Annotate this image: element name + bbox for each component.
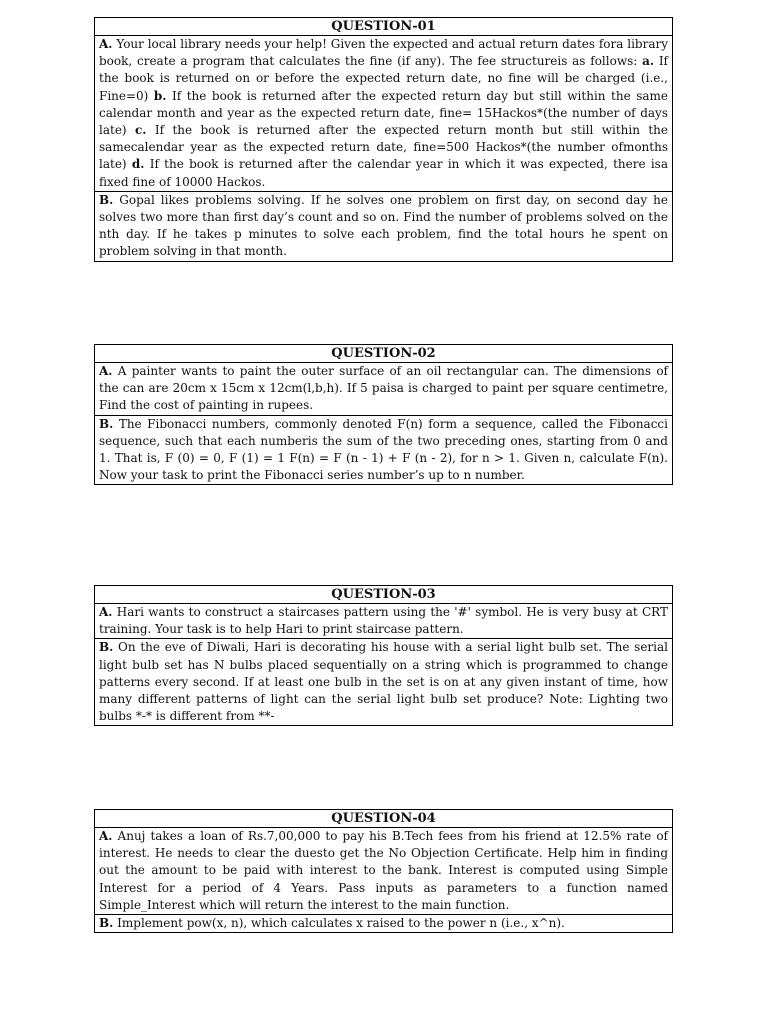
question-02-box (94, 344, 673, 485)
question-01-box (94, 17, 673, 262)
part-label: A. (99, 364, 113, 378)
question-03-part-b (95, 638, 672, 725)
question-04-part-a (95, 828, 672, 914)
question-text: If the book is returned after the expected return month but still within the samecalendar year as the expected return date, fine=500 Hackos*(the number ofmonths late) (99, 123, 669, 172)
question-03-title: QUESTION-03 (95, 586, 672, 604)
question-02-title: QUESTION-02 (95, 345, 672, 363)
question-text: Your local library needs your help! Given the expected and actual return dates fora library book, create a program that calculates the fine (if any). The fee structureis as follows: (99, 37, 668, 69)
question-01-part-a (95, 36, 672, 191)
part-label: A. (99, 37, 113, 51)
part-label: B. (99, 192, 114, 207)
part-label: B. (99, 916, 114, 931)
question-text: If the book is returned on or before the expected return date, no fine will be charged (i.e., Fine=0) (99, 54, 668, 103)
question-01-part-b (95, 191, 672, 261)
question-text: Gopal likes problems solving. If he solves one problem on first day, on second day he solves two more than first day’s count and so on. Find the number of problems solved on the nth day. If he takes p minutes to solve each problem, find the total hours he spent on problem solving in that month. (99, 192, 668, 259)
question-02-part-a (95, 363, 672, 415)
sub-item-label: b. (153, 88, 167, 103)
question-text: Hari wants to construct a staircases pattern using the '#' symbol. He is very busy at CRT training. Your task is to help Hari to print staircase pattern. (99, 605, 668, 637)
question-01-title: QUESTION-01 (95, 18, 672, 36)
question-04-box (94, 809, 673, 933)
question-text: If the book is returned after the expected return day but still within the same calendar month and year as the expected return date, fine= 15Hackos*(the number of days late) (99, 88, 669, 138)
part-label: A. (99, 829, 113, 843)
question-text: A painter wants to paint the outer surface of an oil rectangular can. The dimensions of the can are 20cm x 15cm x 12cm(l,b,h). If 5 paisa is charged to paint per square centimetre, Find the cost of painting in rupees. (99, 364, 668, 413)
question-text: If the book is returned after the calendar year in which it was expected, there isa fixed fine of 10000 Hackos. (99, 157, 668, 189)
question-text: The Fibonacci numbers, commonly denoted F(n) form a sequence, called the Fibonacci sequence, such that each numberis the sum of the two preceding ones, starting from 0 and 1. That is, F (0) = 0, F (1) = 1 F(n) = F (n - 1) + F (n - 2), for n > 1. Given n, calculate F(n). Now your task to print the Fibonacci series number’s up to n number. (99, 416, 668, 483)
sub-item-label: c. (135, 123, 147, 138)
question-02-part-b (95, 415, 672, 485)
sub-item-label: d. (131, 157, 145, 172)
part-label: B. (99, 640, 114, 655)
question-text: Anuj takes a loan of Rs.7,00,000 to pay his B.Tech fees from his friend at 12.5% rate of interest. He needs to clear the duesto get the No Objection Certificate. Help him in finding out the amount to be paid with interest to the bank. Interest is computed using Simple Interest for a period of 4 Years. Pass inputs as parameters to a function named Simple_Interest which will return the interest to the main function. (99, 829, 668, 912)
question-04-title: QUESTION-04 (95, 810, 672, 828)
part-label: B. (99, 416, 114, 431)
question-text: On the eve of Diwali, Hari is decorating his house with a serial light bulb set. The serial light bulb set has N bulbs placed sequentially on a string which is programmed to change patterns every second. If at least one bulb in the set is on at any given instant of time, how many different patterns of light can the serial light bulb set produce? Note: Lighting two bulbs *-* is different from **- (99, 640, 668, 724)
question-03-part-a (95, 604, 672, 638)
question-04-part-b (95, 914, 672, 932)
question-text: Implement pow(x, n), which calculates x raised to the power n (i.e., x^n). (113, 916, 565, 931)
question-03-box (94, 585, 673, 726)
sub-item-label: a. (642, 54, 655, 69)
part-label: A. (99, 605, 113, 619)
